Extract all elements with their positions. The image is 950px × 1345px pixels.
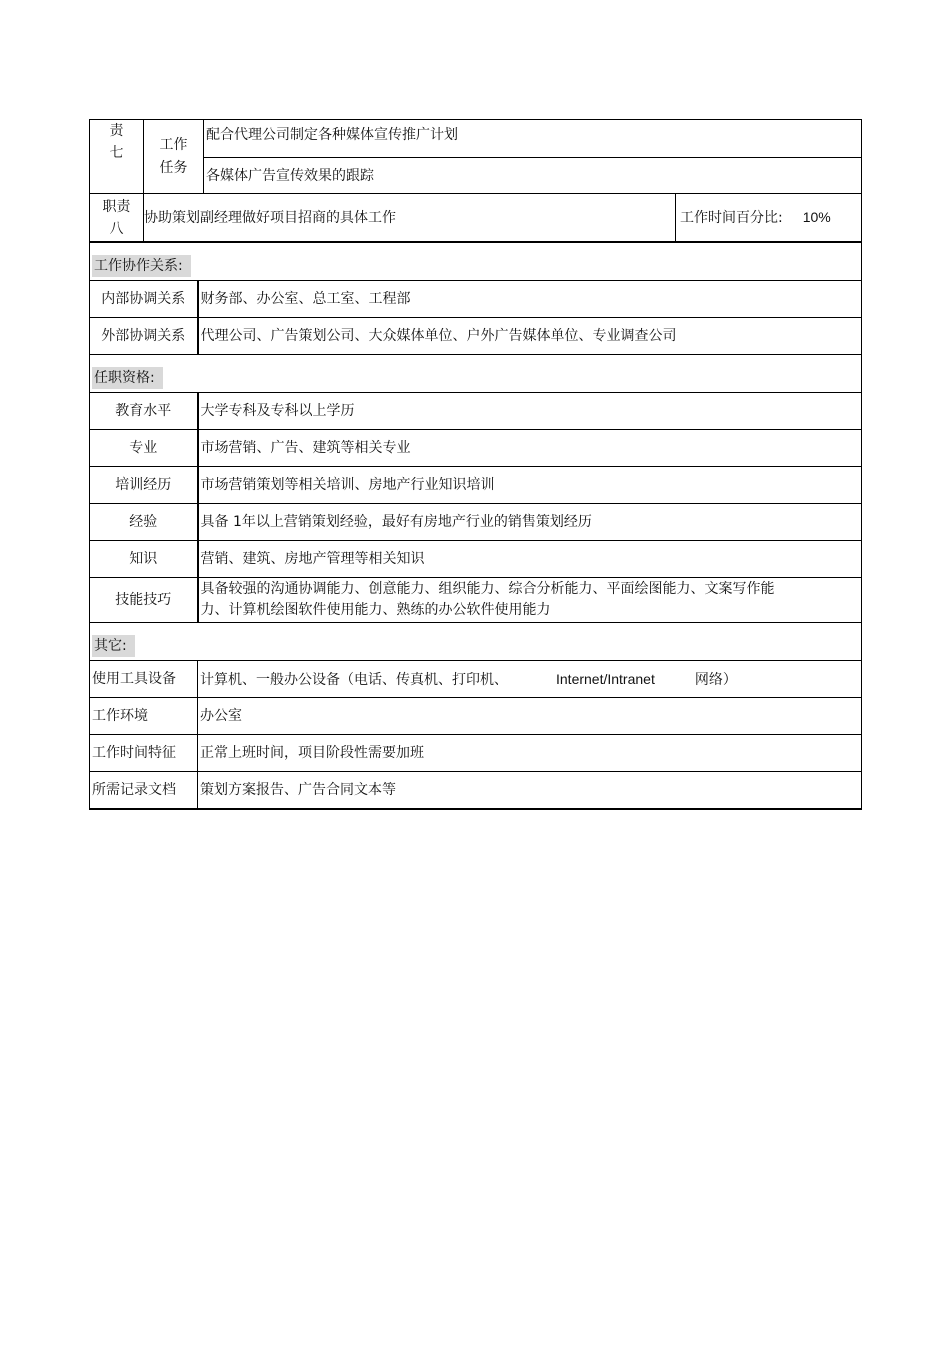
qual-experience-label: 经验 <box>90 504 198 541</box>
qual-major-value: 市场营销、广告、建筑等相关专业 <box>198 430 862 467</box>
qual-knowledge-label: 知识 <box>90 541 198 578</box>
qual-row-training <box>90 467 862 504</box>
coop-row-internal <box>90 281 862 318</box>
qual-skills-label: 技能技巧 <box>90 578 198 623</box>
task-label-top: 工作 <box>159 136 188 153</box>
qual-skills-value: 具备较强的沟通协调能力、创意能力、组织能力、综合分析能力、平面绘图能力、文案写作能力、计算机绘图软件使用能力、熟练的办公软件使用能力 <box>198 578 862 623</box>
qualifications-header-row <box>90 355 862 393</box>
qual-row-skills <box>90 578 862 623</box>
other-row-environment <box>90 698 862 735</box>
qual-row-education <box>90 393 862 430</box>
other-row-tools <box>90 661 862 698</box>
coop-external-label: 外部协调关系 <box>90 318 198 355</box>
duty7-row-1 <box>90 120 862 158</box>
coop-external-value: 代理公司、广告策划公司、大众媒体单位、户外广告媒体单位、专业调查公司 <box>198 318 862 355</box>
cooperation-header-row <box>90 243 862 281</box>
qual-training-label: 培训经历 <box>90 467 198 504</box>
cooperation-title: 工作协作关系: <box>92 255 191 277</box>
qual-knowledge-value: 营销、建筑、房地产管理等相关知识 <box>198 541 862 578</box>
duties-table <box>89 119 862 242</box>
coop-internal-value: 财务部、办公室、总工室、工程部 <box>198 281 862 318</box>
duty7-row-2 <box>90 158 862 194</box>
qual-training-value: 市场营销策划等相关培训、房地产行业知识培训 <box>198 467 862 504</box>
other-documents-value: 策划方案报告、广告合同文本等 <box>198 772 862 809</box>
duty7-task-2: 各媒体广告宣传效果的跟踪 <box>204 158 862 194</box>
qual-major-label: 专业 <box>90 430 198 467</box>
duty8-text: 协助策划副经理做好项目招商的具体工作 <box>144 194 676 242</box>
tools-text-a: 计算机、一般办公设备（电话、传真机、打印机、 <box>200 671 508 688</box>
other-environment-value: 办公室 <box>198 698 862 735</box>
duty8-label <box>90 194 144 242</box>
tools-text-c: 网络） <box>694 671 737 688</box>
qual-row-major <box>90 430 862 467</box>
cooperation-header <box>90 243 862 281</box>
task-label-bottom: 任务 <box>159 159 188 176</box>
other-hours-value: 正常上班时间，项目阶段性需要加班 <box>198 735 862 772</box>
duty7-label-bottom: 七 <box>109 145 124 161</box>
other-header-row <box>90 623 862 661</box>
coop-internal-label: 内部协调关系 <box>90 281 198 318</box>
qual-education-value: 大学专科及专科以上学历 <box>198 393 862 430</box>
duty7-task-1: 配合代理公司制定各种媒体宣传推广计划 <box>204 120 862 158</box>
qual-row-knowledge <box>90 541 862 578</box>
duty8-percentage <box>676 194 862 242</box>
other-row-hours <box>90 735 862 772</box>
other-tools-value <box>198 661 862 698</box>
other-tools-label: 使用工具设备 <box>90 661 198 698</box>
duty8-label-top: 职责 <box>102 198 131 215</box>
other-documents-label: 所需记录文档 <box>90 772 198 809</box>
duty8-label-bottom: 八 <box>109 220 124 237</box>
coop-row-external <box>90 318 862 355</box>
duty8-row <box>90 194 862 242</box>
sections-table <box>89 242 862 810</box>
other-header <box>90 623 862 661</box>
other-row-documents <box>90 772 862 809</box>
duty7-task-label <box>144 120 204 194</box>
pct-label: 工作时间百分比: <box>680 210 783 226</box>
other-environment-label: 工作环境 <box>90 698 198 735</box>
tools-text-b: Internet/Intranet <box>556 670 655 687</box>
job-description-sheet <box>89 119 861 810</box>
qualifications-header <box>90 355 862 393</box>
duty7-label <box>90 120 144 194</box>
other-title: 其它: <box>92 635 135 657</box>
qual-row-experience <box>90 504 862 541</box>
qual-experience-value: 具备 1年以上营销策划经验，最好有房地产行业的销售策划经历 <box>198 504 862 541</box>
other-hours-label: 工作时间特征 <box>90 735 198 772</box>
qual-education-label: 教育水平 <box>90 393 198 430</box>
duty7-label-top: 责 <box>109 123 124 139</box>
pct-value: 10% <box>802 209 831 225</box>
qualifications-title: 任职资格: <box>92 367 163 389</box>
